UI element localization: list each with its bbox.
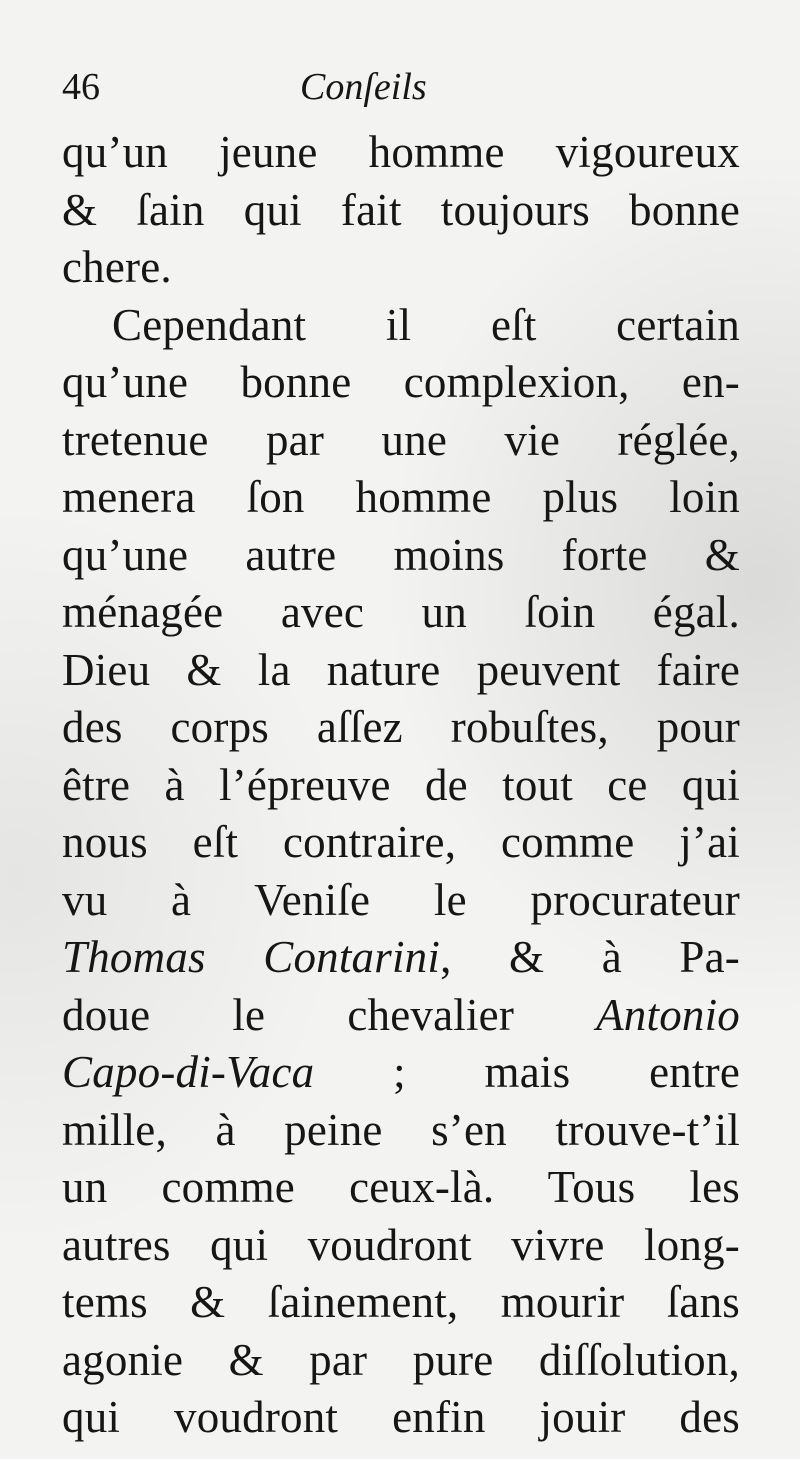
text-line: nous eſt contraire, comme j’ai — [62, 817, 740, 867]
text-line-mixed — [62, 929, 740, 987]
text-line: mille, à peine s’en trouve-t’il — [62, 1104, 740, 1155]
text-line: chere. — [62, 242, 172, 292]
text-line: qu’une bonne complexion, en- — [62, 357, 740, 407]
text-line: menera ſon homme plus loin — [62, 472, 740, 522]
text-run: doue le chevalier — [62, 989, 515, 1040]
body-text — [62, 124, 740, 1447]
text-line: agonie & par pure diſſolution, — [62, 1334, 740, 1385]
text-line: des corps aſſez robuſtes, pour — [62, 702, 740, 752]
text-line-mixed — [62, 987, 740, 1045]
page-number: 46 — [62, 66, 100, 108]
text-line: qu’un jeune homme vigoureux — [62, 127, 740, 177]
text-line-mixed — [62, 1044, 740, 1102]
text-line: ménagée avec un ſoin égal. — [62, 587, 740, 637]
text-line: & ſain qui fait toujours bonne — [62, 184, 740, 235]
running-head — [62, 52, 740, 122]
text-line: Dieu & la nature peuvent faire — [62, 644, 740, 695]
text-line: être à l’épreuve de tout ce qui — [62, 759, 740, 810]
italic-name: Thomas Contarini — [62, 932, 441, 982]
text-line: qui voudront enfin jouir des — [62, 1392, 740, 1442]
running-title: Conſeils — [300, 66, 427, 108]
text-line: autres qui voudront vivre long- — [62, 1219, 740, 1270]
text-run: , & à Pa- — [440, 932, 740, 982]
text-line: un comme ceux-là. Tous les — [62, 1162, 740, 1212]
text-line: tems & ſainement, mourir ſans — [62, 1277, 740, 1327]
text-line: qu’une autre moins forte & — [62, 529, 740, 580]
italic-name: Antonio — [596, 989, 741, 1040]
paragraph-start-line: Cependant il eſt certain — [112, 299, 740, 350]
text-run: ; mais entre — [393, 1047, 740, 1097]
text-line: vu à Veniſe le procurateur — [62, 874, 740, 925]
italic-name: Capo-di-Vaca — [62, 1047, 315, 1097]
text-line: tretenue par une vie réglée, — [62, 414, 740, 465]
